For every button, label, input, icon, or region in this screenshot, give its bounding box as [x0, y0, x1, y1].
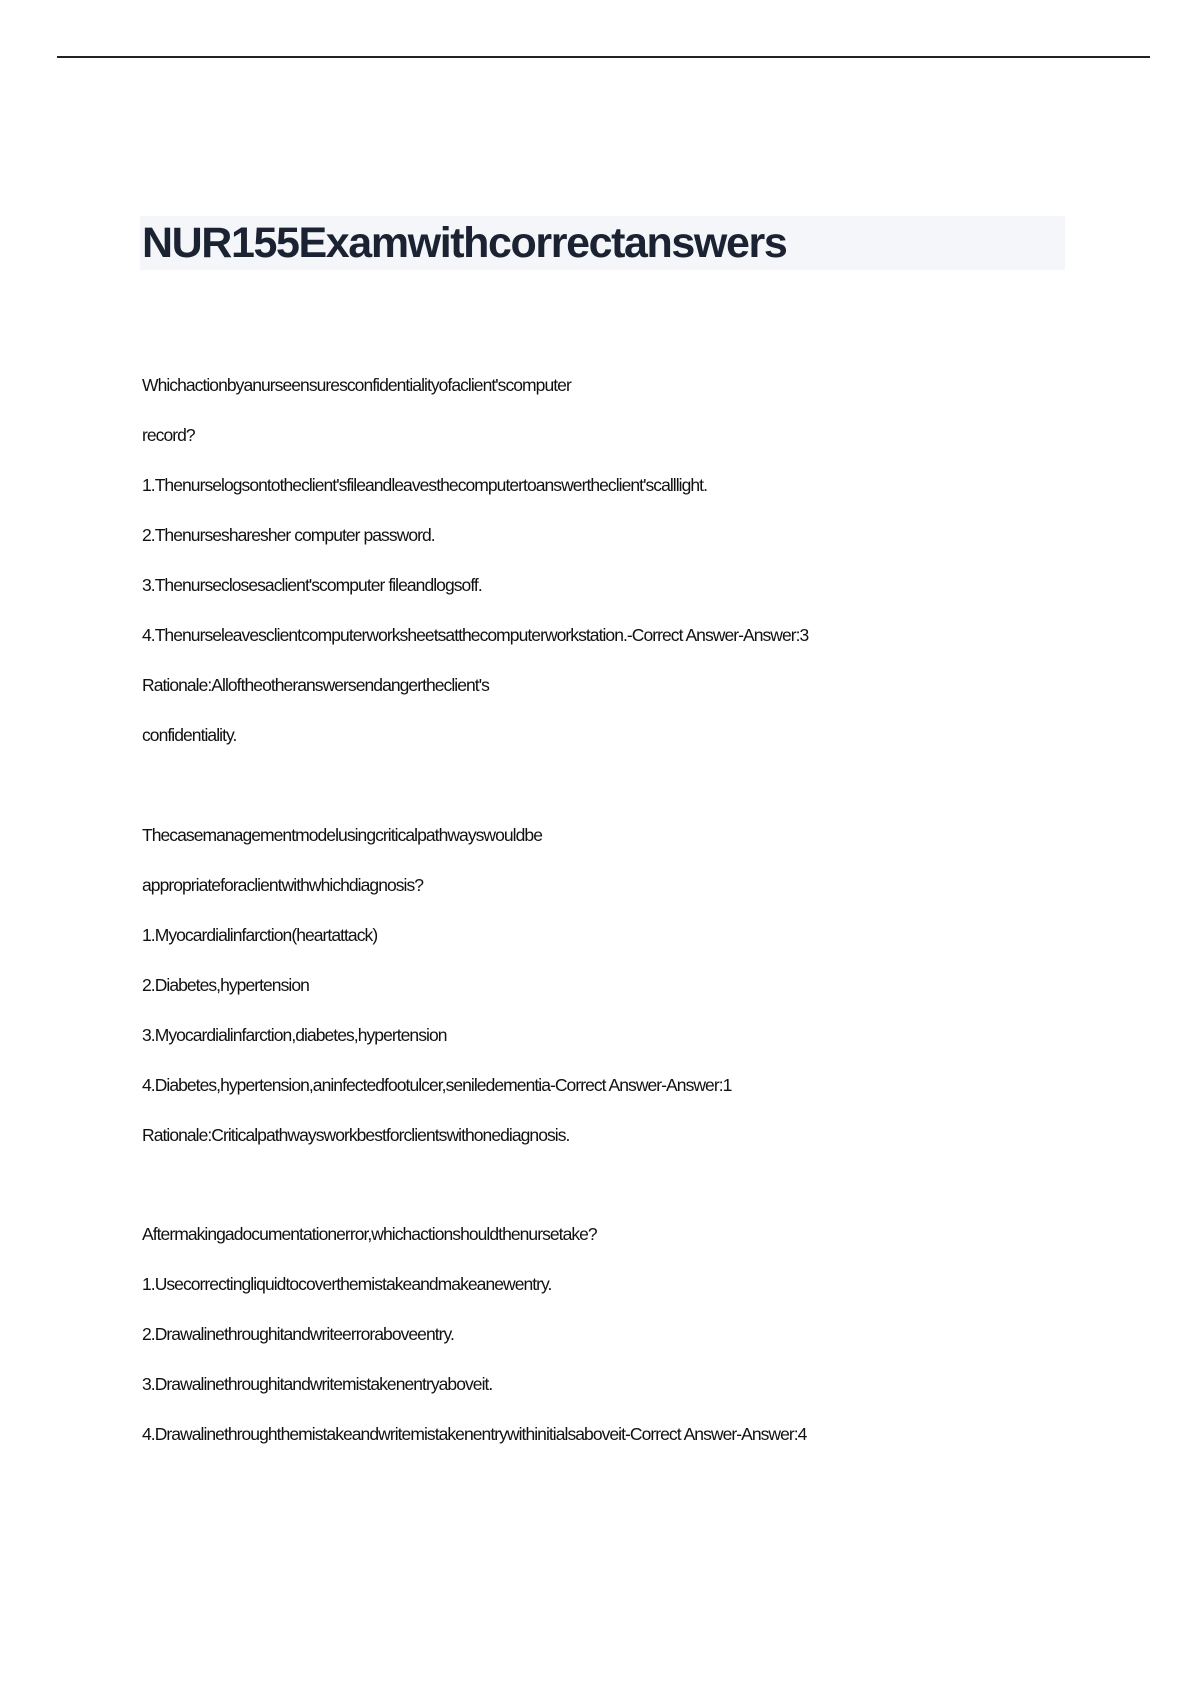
question-2-option-1: 1.Myocardialinfarction(heartattack) [142, 925, 378, 945]
question-2-option-3: 3.Myocardialinfarction,diabetes,hypertension [142, 1025, 447, 1045]
question-1-option-4-answer: 4.Thenurseleavesclientcomputerworksheetsatthecomputerworkstation.-Correct Answer-Answer:3 [142, 625, 809, 645]
question-1-option-3: 3.Thenurseclosesaclient'scomputer fileandlogsoff. [142, 575, 482, 595]
header-rule [57, 56, 1150, 58]
question-3-option-3: 3.Drawalinethroughitandwritemistakenentryaboveit. [142, 1374, 493, 1394]
question-1-rationale-cont: confidentiality. [142, 725, 237, 745]
document-title: NUR155Examwithcorrectanswers [142, 219, 787, 267]
question-1-option-2: 2.Thenursesharesher computer password. [142, 525, 435, 545]
question-1-option-1: 1.Thenurselogsontotheclient'sfileandleavesthecomputertoanswertheclient'scalllight. [142, 475, 707, 495]
question-2-option-2: 2.Diabetes,hypertension [142, 975, 309, 995]
question-3-stem: Aftermakingadocumentationerror,whichactionshouldthenursetake? [142, 1224, 597, 1244]
question-2-rationale: Rationale:Criticalpathwaysworkbestforclientswithonediagnosis. [142, 1125, 570, 1145]
question-1-stem: Whichactionbyanurseensuresconfidentialityofaclient'scomputer [142, 375, 571, 395]
question-2-stem: Thecasemanagementmodelusingcriticalpathwayswouldbe [142, 825, 542, 845]
question-1-rationale: Rationale:Alloftheotheranswersendangertheclient's [142, 675, 489, 695]
question-2-option-4-answer: 4.Diabetes,hypertension,aninfectedfootulcer,seniledementia-Correct Answer-Answer:1 [142, 1075, 732, 1095]
question-3-option-4-answer: 4.Drawalinethroughthemistakeandwritemistakenentrywithinitialsaboveit-Correct Answer-Answer:4 [142, 1424, 807, 1444]
question-1-stem-cont: record? [142, 425, 195, 445]
question-3-option-2: 2.Drawalinethroughitandwriteerroraboveentry. [142, 1324, 454, 1344]
question-3-option-1: 1.Usecorrectingliquidtocoverthemistakeandmakeanewentry. [142, 1274, 552, 1294]
question-2-stem-cont: appropriateforaclientwithwhichdiagnosis? [142, 875, 424, 895]
